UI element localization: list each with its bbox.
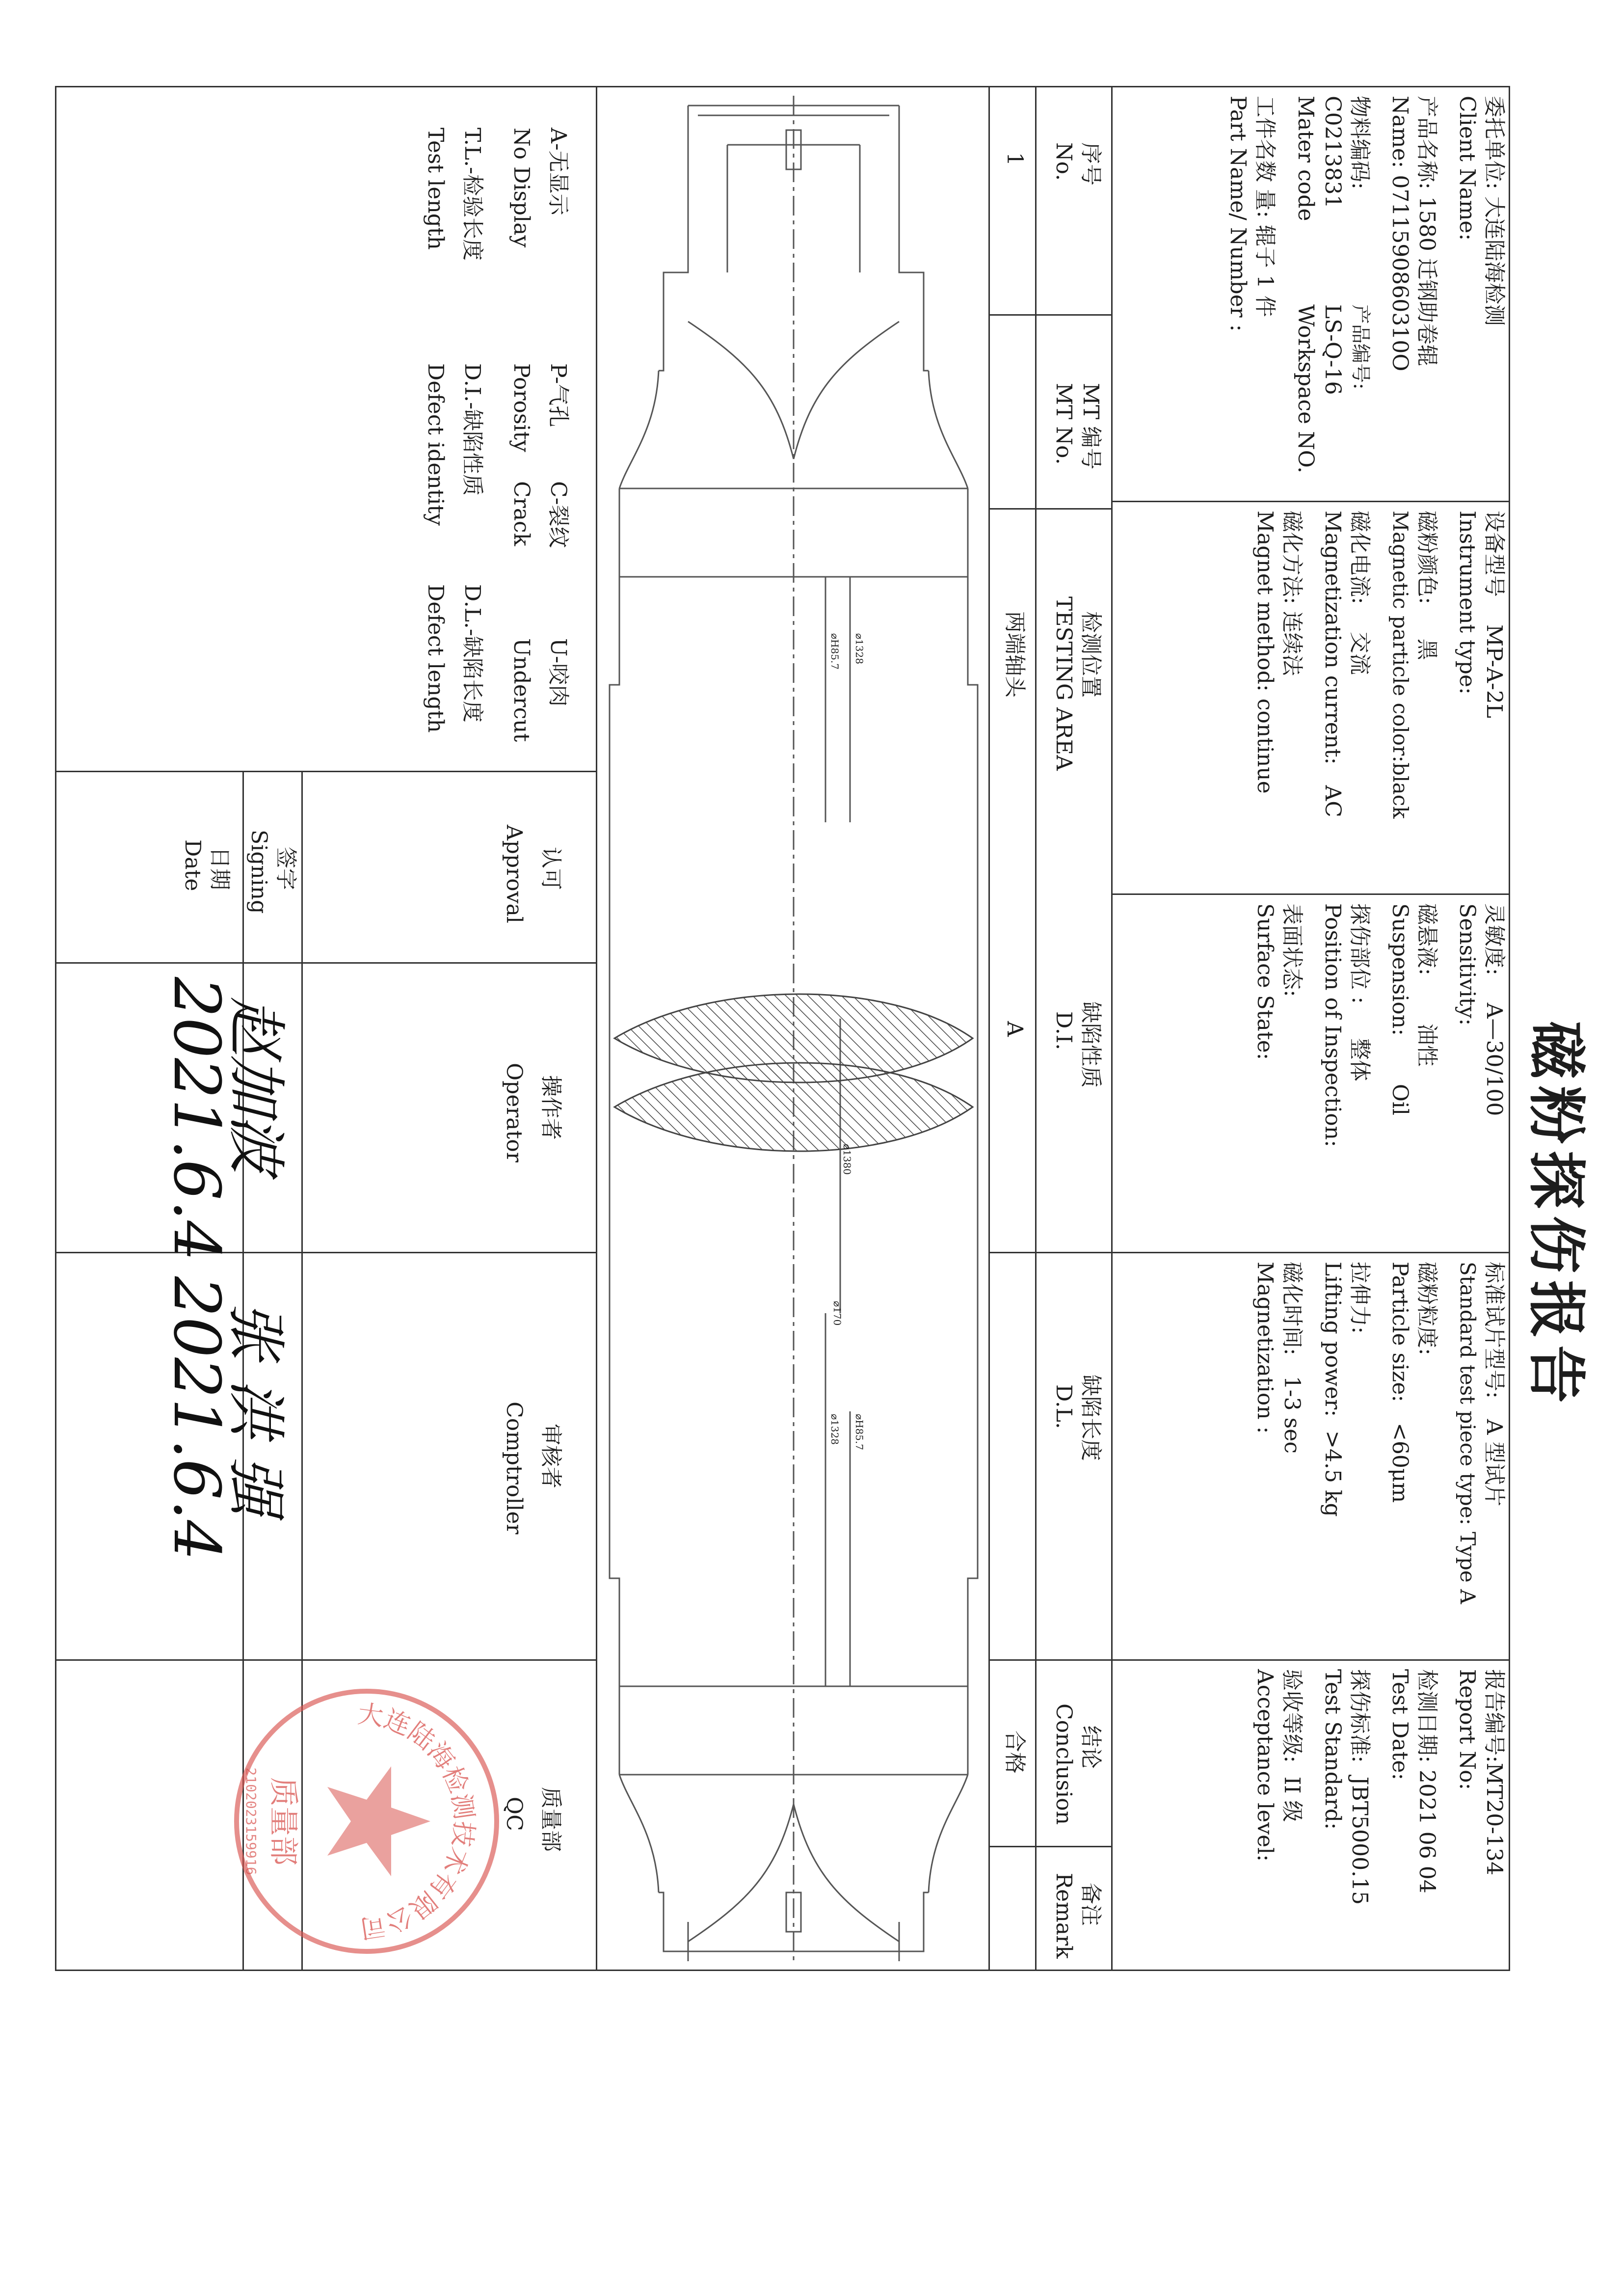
suspension-en: Suspension: Oil — [1387, 903, 1412, 1116]
col-header-di-cn: 缺陷性质 — [1078, 1001, 1103, 1088]
particle-size: 磁粉粒度: — [1414, 1262, 1439, 1355]
material-code: 物料编码: — [1347, 96, 1372, 189]
col-header-no-en: No. — [1051, 142, 1076, 181]
legend-defect-identity: D.I.-缺陷性质 — [460, 363, 485, 496]
lifting-power: 拉伸力: — [1347, 1262, 1372, 1334]
particle-size-en: Particle size: <60μm — [1387, 1262, 1412, 1503]
col-header-area-cn: 检测位置 — [1078, 611, 1103, 698]
approval-col-2 — [55, 1252, 597, 1253]
header-bottom-rule — [1111, 86, 1113, 1971]
stamp-number: 2102023159916 — [243, 1767, 259, 1875]
test-date: 检测日期: 2021 06 04 — [1414, 1669, 1439, 1893]
magnet-method: 磁化方法: 连续法 — [1279, 511, 1304, 676]
roller-drawing — [600, 86, 987, 1971]
workpiece: 工件名数 量: 辊子 1 件 — [1252, 96, 1277, 317]
header-col-divider-3 — [1113, 1252, 1510, 1253]
legend-defect-length: D.L.-缺陷长度 — [460, 584, 485, 723]
legend-no-display-en: No Display — [509, 128, 534, 248]
material-en: Mater code — [1293, 96, 1318, 221]
dim-label-5: ⌀1328 — [829, 1414, 841, 1445]
instrument-en: Instrument type: — [1455, 511, 1480, 695]
surface-state-en: Surface State: — [1252, 903, 1277, 1060]
stamp-sub: 质量部 — [266, 1777, 300, 1865]
dim-label-2: ⌀H85.7 — [829, 633, 841, 670]
product-code-value: LS-Q-16 — [1320, 304, 1345, 395]
sensitivity-en: Sensitivity: — [1455, 903, 1480, 1026]
col-header-dl-cn: 缺陷长度 — [1078, 1375, 1103, 1461]
row-1-conclusion: 合格 — [1002, 1730, 1027, 1774]
client-en: Client Name: — [1455, 96, 1480, 241]
magnetization-current: 磁化电流: 交流 — [1347, 511, 1372, 675]
results-table-bottom-rule — [988, 86, 990, 1971]
col-header-conclusion-en: Conclusion — [1051, 1703, 1076, 1825]
col-header-mtno-cn: MT 编号 — [1078, 383, 1103, 470]
stamp-text: 大连陆海检测技术有限公司 — [356, 1699, 479, 1944]
results-table-row-rule — [1035, 86, 1037, 1971]
inspection-position-en: Position of Inspection: — [1320, 903, 1345, 1147]
acceptance-level: 验收等级: II 级 — [1279, 1669, 1304, 1822]
qc-label-en: QC — [502, 1797, 527, 1831]
operator-label-en: Operator — [502, 1063, 527, 1162]
signing-label-cn: 签字 — [273, 847, 298, 890]
instrument-type: 设备型号 MP-A-2L — [1482, 511, 1507, 718]
magnet-method-en: Magnet method: continue — [1252, 511, 1277, 794]
comptroller-label-cn: 审核者 — [538, 1424, 563, 1488]
test-standard-en: Test Standard: — [1320, 1669, 1345, 1830]
header-col-divider-2 — [1113, 893, 1510, 895]
magnetization-time-en: Magnetization : — [1252, 1262, 1277, 1434]
col-header-no-cn: 序号 — [1078, 142, 1103, 186]
lifting-power-en: Lifting power: >4.5 kg — [1320, 1262, 1345, 1517]
report-title: 磁粉探伤报告 — [1522, 1021, 1591, 1410]
legend-defect-identity-en: Defect identity — [423, 363, 448, 526]
header-col-divider-1 — [1113, 501, 1510, 502]
legend-test-length: T.L.-检验长度 — [460, 128, 485, 261]
results-col-5 — [990, 1846, 1113, 1847]
col-header-dl-en: D.L. — [1051, 1384, 1076, 1429]
col-header-di-en: D.I. — [1051, 1011, 1076, 1051]
magnetization-time: 磁化时间: 1-3 sec — [1279, 1262, 1304, 1454]
legend-test-length-en: Test length — [423, 128, 448, 250]
legend-defect-length-en: Defect length — [423, 584, 448, 733]
sensitivity: 灵敏度: A—30/100 — [1482, 903, 1507, 1116]
header-col-divider-4 — [1113, 1659, 1510, 1661]
footer-top-rule — [596, 86, 597, 1971]
date-label-en: Date — [180, 839, 205, 891]
operator-date: 2021.6.4 — [160, 977, 234, 1261]
test-standard: 探伤标准: JBT5000.15 — [1347, 1669, 1372, 1905]
results-col-3 — [990, 1252, 1113, 1253]
product-name-en: Name: 0711590860310O — [1387, 96, 1412, 372]
dim-label-1: ⌀1328 — [853, 633, 865, 664]
approval-label-en: Approval — [502, 825, 527, 923]
col-header-remark-cn: 备注 — [1078, 1883, 1103, 1926]
results-col-4 — [990, 1659, 1113, 1661]
date-label-cn: 日期 — [207, 847, 232, 890]
legend-porosity: P-气孔 — [546, 363, 571, 428]
workpiece-en: Part Name/ Number : — [1225, 96, 1251, 332]
standard-test-piece-en: Standard test piece type: Type A — [1456, 1262, 1480, 1604]
test-date-en: Test Date: — [1387, 1669, 1412, 1781]
dim-label-4: ⌀H85.7 — [853, 1414, 865, 1451]
col-header-mtno-en: MT No. — [1051, 383, 1076, 465]
row-1-no: 1 — [1002, 152, 1027, 166]
col-header-area-en: TESTING AREA — [1051, 596, 1076, 771]
client-label: 委托单位: 大连陆海检测 — [1482, 96, 1507, 326]
operator-signature: 赵加波 — [221, 997, 290, 1173]
approval-label-cn: 认可 — [538, 847, 563, 890]
col-header-remark-en: Remark — [1051, 1873, 1076, 1959]
legend-crack: C-裂纹 — [546, 481, 571, 548]
report-number: 报告编号:MT20-134 — [1482, 1669, 1507, 1876]
comptroller-label-en: Comptroller — [502, 1402, 527, 1535]
company-stamp — [229, 1684, 504, 1959]
comptroller-signature: 张 洪 强 — [221, 1301, 290, 1515]
particle-color: 磁粉颜色: 黑 — [1414, 511, 1439, 660]
particle-color-en: Magnetic particle color:black — [1388, 511, 1412, 819]
approval-col-1 — [55, 962, 597, 964]
legend-undercut: U-咬肉 — [546, 638, 571, 707]
results-col-2 — [990, 508, 1113, 510]
surface-state: 表面状态: — [1279, 903, 1304, 997]
legend-divider — [55, 771, 597, 772]
signing-label-en: Signing — [246, 830, 271, 914]
legend-no-display: A-无显示 — [546, 128, 571, 216]
dim-label-6: ⌀170 — [831, 1301, 843, 1326]
row-1-area: 两端轴头 — [1002, 611, 1027, 698]
magnetization-current-en: Magnetization current: AC — [1320, 511, 1345, 817]
standard-test-piece: 标准试片型号: A 型试片 — [1482, 1262, 1507, 1507]
approval-col-3 — [55, 1659, 597, 1661]
material-code-value: C0213831 — [1320, 96, 1345, 209]
qc-label-cn: 质量部 — [538, 1787, 563, 1852]
product-code-label: 产品编号: — [1349, 304, 1372, 390]
col-header-conclusion-cn: 结论 — [1078, 1726, 1103, 1769]
product-name: 产品名称: 1580 迁钢助卷辊 — [1414, 96, 1439, 366]
acceptance-level-en: Acceptance level: — [1252, 1669, 1277, 1862]
operator-label-cn: 操作者 — [538, 1075, 563, 1140]
inspection-position: 探伤部位 : 整体 — [1347, 903, 1372, 1081]
row-1-di: A — [1002, 1021, 1027, 1037]
legend-crack-en: Crack — [509, 481, 534, 546]
legend-undercut-en: Undercut — [509, 638, 534, 742]
comptroller-date: 2021.6.4 — [160, 1276, 234, 1561]
suspension: 磁悬液: 油性 — [1414, 903, 1439, 1067]
dim-label-3: ⌀1380 — [841, 1144, 853, 1175]
workspace-en: Workspace NO. — [1293, 304, 1318, 474]
legend-porosity-en: Porosity — [509, 363, 534, 453]
results-col-1 — [990, 314, 1113, 316]
report-number-en: Report No: — [1455, 1669, 1480, 1790]
